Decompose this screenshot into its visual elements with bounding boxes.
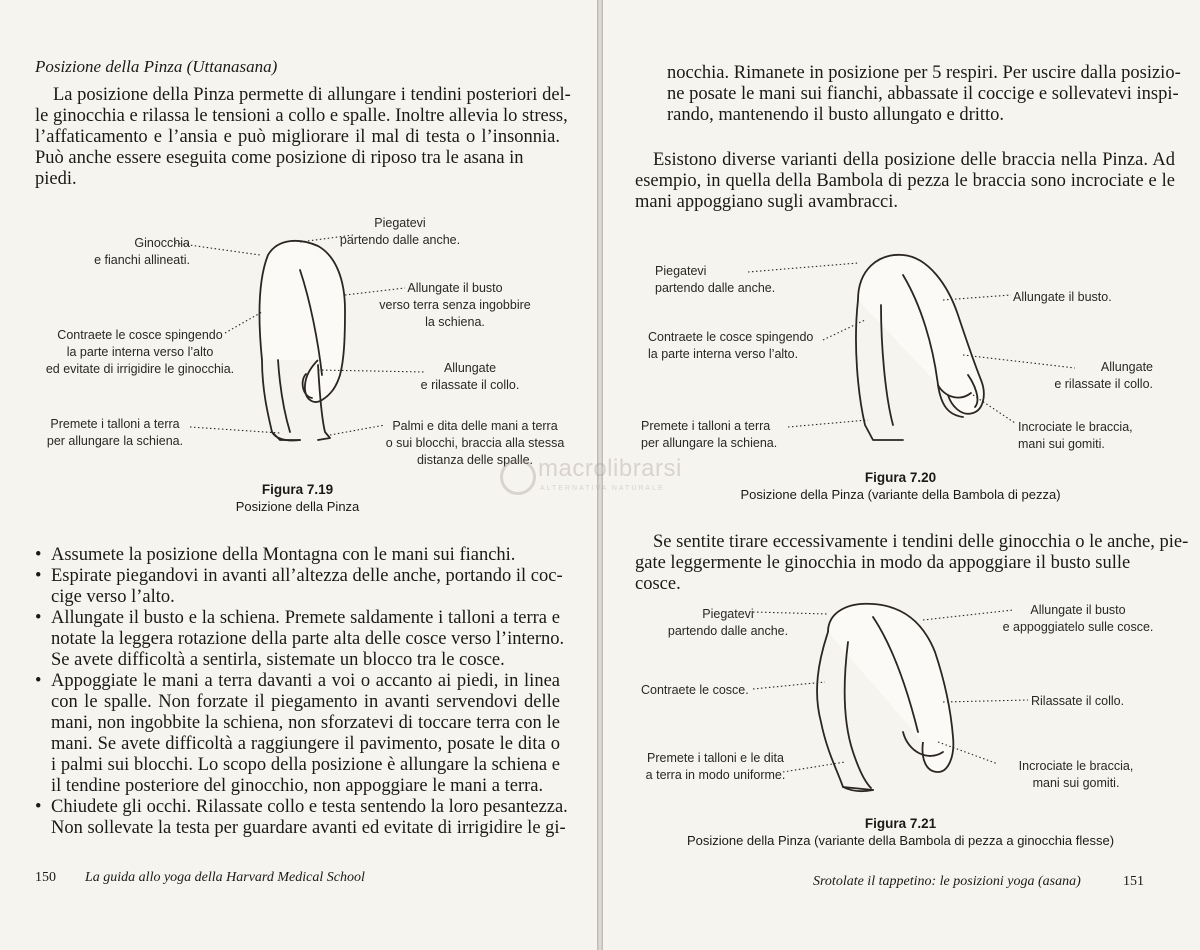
list-item: • Chiudete gli occhi. Rilassate collo e testa sentendo la loro pesantezza. Non sollevate la testa per guardare avanti ed evitate di irrigidire le gi- [35,797,560,839]
watermark-tagline: ALTERNATIVA NATURALE [540,485,665,492]
text-line: rando, mantenendo il busto allungato e dritto. [667,105,1005,125]
watermark [500,455,730,501]
annotation-neck: Allungate e rilassate il collo. [420,361,520,392]
annotation-arms: Incrociate le braccia, mani sui gomiti. [1018,420,1133,451]
annotation-arms: Incrociate le braccia, mani sui gomiti. [1018,759,1134,790]
running-head: La guida allo yoga della Harvard Medical School [85,870,365,885]
pose-figure [856,255,984,440]
intro-paragraph [35,85,571,190]
text-line: ne posate le mani sui fianchi, abbassate il coccige e sollevatevi inspi- [667,84,1179,104]
annotation-heels: Premete i talloni a terra per allungare la schiena. [46,417,184,448]
annotation-thighs: Contraete le cosce spingendo la parte interna verso l’alto ed evitate di irrigidire le ginocchia. [45,328,235,376]
bend-knees-paragraph [635,532,1189,595]
pose-figure [260,241,345,441]
running-head: Srotolate il tappetino: le posizioni yoga (asana) [813,874,1081,889]
annotation-knees: Ginocchia e fianchi allineati. [94,236,190,267]
figure-7-21 [603,592,1200,857]
watermark-brand: macrolibrarsi [538,455,682,482]
page-number: 150 [35,870,56,885]
text-line: nocchia. Rimanete in posizione per 5 respiri. Per uscire dalla posizio- [667,63,1181,83]
intro-line: l’affaticamento e l’ansia e può migliorare il mal di testa o l’insonnia. [35,127,560,147]
annotation-bend: Piegatevi partendo dalle anche. [339,216,461,247]
list-item: • Allungate il busto e la schiena. Premete saldamente i talloni a terra e notate la leggera rotazione della parte alta delle cosce verso l’interno. Se avete difficoltà a sentirla, sistemate un blocco tra le cosce. [35,608,560,671]
annotation-lengthen: Allungate il busto. [1013,290,1112,304]
annotation-heels: Premete i talloni e le dita a terra in modo uniforme. [645,751,786,782]
annotation-neck: Rilassate il collo. [1031,694,1125,708]
annotation-lengthen: Allungate il busto verso terra senza ingobbire la schiena. [379,281,531,329]
annotation-neck: Allungate e rilassate il collo. [1054,360,1153,391]
pose-figure [817,604,953,792]
figure-number: Figura 7.21 [864,816,937,831]
text-line: gate leggermente le ginocchia in modo da appoggiare il busto sulle cosce. [635,553,1131,594]
intro-line: Può anche essere eseguita come posizione di riposo tra le asana in piedi. [35,148,524,189]
figure-caption: Posizione della Pinza (variante della Bambola di pezza a ginocchia flesse) [686,833,1115,848]
annotation-bend: Piegatevi partendo dalle anche. [655,264,776,295]
text-line: Se sentite tirare eccessivamente i tendini delle ginocchia o le anche, pie- [653,532,1189,552]
text-line: Esistono diverse varianti della posizione delle braccia nella Pinza. Ad [653,150,1175,170]
page-number: 151 [1123,874,1144,889]
annotation-lengthen: Allungate il busto e appoggiatelo sulle cosce. [1002,603,1154,634]
list-item: • Assumete la posizione della Montagna con le mani sui fianchi. [35,545,560,566]
annotation-bend: Piegatevi partendo dalle anche. [667,607,789,638]
text-line: esempio, in quella della Bambola di pezza le braccia sono incrociate e le [635,171,1175,191]
figure-caption: Posizione della Pinza [235,499,360,514]
continuation-paragraph [635,63,1181,126]
instruction-list [35,545,568,839]
section-heading: Posizione della Pinza (Uttanasana) [35,57,278,76]
intro-line: La posizione della Pinza permette di allungare i tendini posteriori del- [53,85,571,105]
intro-line: le ginocchia e rilassa le tensioni a collo e spalle. Inoltre allevia lo stress, [35,106,568,126]
annotation-palms: Palmi e dita delle mani a terra o sui blocchi, braccia alla stessa distanza delle spalle. [385,419,565,467]
watermark-logo-icon [500,459,536,495]
figure-number: Figura 7.20 [864,470,937,485]
text-line: mani appoggiano sugli avambracci. [635,192,899,212]
list-item: • Espirate piegandovi in avanti all’altezza delle anche, portando il coc- cige verso l’alto. [35,566,560,608]
list-item: • Appoggiate le mani a terra davanti a voi o accanto ai piedi, in linea con le spalle. Non forzate il piegamento in avanti servendovi delle mani, non ingobbite la schiena, non sforzatevi di toccare terra con le mani. Se avete difficoltà a raggiungere il pavimento, posate le dita o i palmi sui blocchi. Lo scopo della posizione è allungare la schiena e il tendine posteriore del ginocchio, non appoggiare le mani a terra. [35,671,560,797]
annotation-thighs: Contraete le cosce spingendo la parte interna verso l’alto. [648,330,814,361]
variants-paragraph [635,150,1175,213]
annotation-thighs: Contraete le cosce. [641,683,749,697]
figure-caption: Posizione della Pinza (variante della Bambola di pezza) [740,487,1061,502]
annotation-heels: Premete i talloni a terra per allungare la schiena. [641,419,778,450]
figure-number: Figura 7.19 [261,482,334,497]
